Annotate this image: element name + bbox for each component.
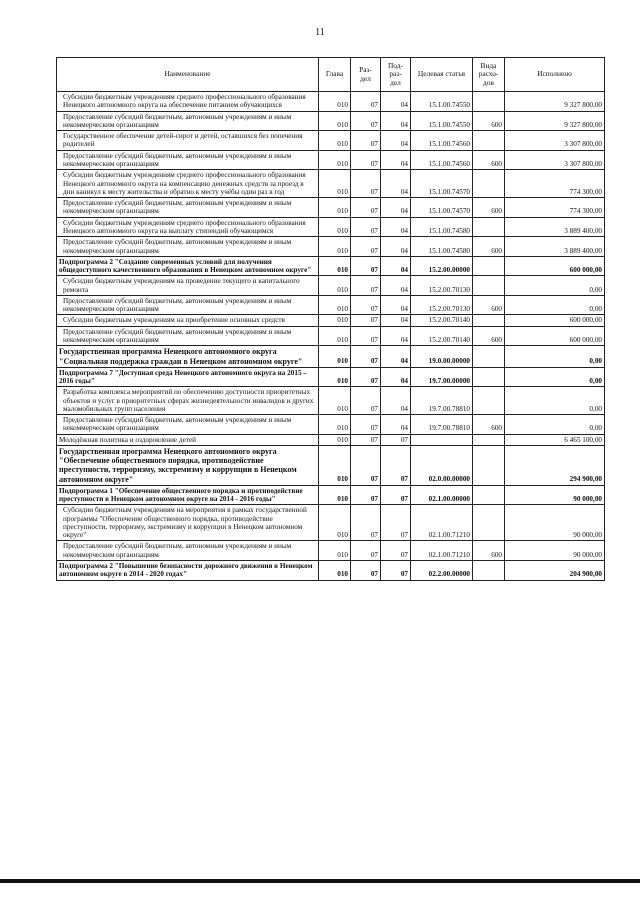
cell-name: Государственная программа Ненецкого автономного округа "Социальная поддержка граждан в Ненецком автономном округе" (57, 346, 319, 367)
cell-target-item: 19.7.00.78810 (411, 415, 473, 435)
cell-section: 07 (351, 92, 381, 112)
cell-chapter: 010 (319, 434, 351, 445)
cell-target-item: 15.2.00.70140 (411, 315, 473, 326)
table-row (57, 198, 605, 218)
cell-section: 07 (351, 367, 381, 387)
cell-executed: 774 300,00 (505, 170, 605, 198)
cell-expense-type (473, 217, 505, 237)
cell-executed: 6 465 100,00 (505, 434, 605, 445)
cell-subsection: 04 (381, 92, 411, 112)
table-row (57, 276, 605, 296)
cell-section: 07 (351, 541, 381, 561)
cell-executed: 3 889 400,00 (505, 217, 605, 237)
cell-target-item: 19.7.00.78810 (411, 387, 473, 415)
cell-subsection: 04 (381, 387, 411, 415)
cell-subsection: 07 (381, 434, 411, 445)
table-row (57, 541, 605, 561)
cell-expense-type: 600 (473, 326, 505, 346)
cell-subsection: 07 (381, 505, 411, 541)
cell-target-item: 02.1.00.71210 (411, 505, 473, 541)
cell-target-item: 15.1.00.74560 (411, 150, 473, 170)
cell-executed: 0,00 (505, 295, 605, 315)
cell-name: Субсидии бюджетным учреждениям среднего профессионального образования Ненецкого автономного округа на обеспечение питанием обучающихся (57, 92, 319, 112)
table-row (57, 434, 605, 445)
cell-executed: 9 327 800,00 (505, 111, 605, 131)
cell-chapter: 010 (319, 315, 351, 326)
cell-section: 07 (351, 485, 381, 505)
cell-chapter: 010 (319, 217, 351, 237)
table-row (57, 415, 605, 435)
cell-executed: 3 307 800,00 (505, 131, 605, 151)
cell-chapter: 010 (319, 485, 351, 505)
cell-target-item: 15.1.00.74560 (411, 131, 473, 151)
table-row (57, 217, 605, 237)
cell-chapter: 010 (319, 150, 351, 170)
cell-section: 07 (351, 131, 381, 151)
cell-expense-type (473, 170, 505, 198)
cell-name: Подпрограмма 2 "Повышение безопасности дорожного движения в Ненецком автономном округе в 2014 - 2020 годах" (57, 560, 319, 580)
cell-executed: 0,00 (505, 276, 605, 296)
cell-section: 07 (351, 326, 381, 346)
cell-name: Субсидии бюджетным учреждениям на проведение текущего и капитального ремонта (57, 276, 319, 296)
cell-subsection: 04 (381, 150, 411, 170)
cell-name: Предоставление субсидий бюджетным, автономным учреждениям и иным некоммерческим организациям (57, 198, 319, 218)
cell-expense-type (473, 434, 505, 445)
cell-name: Субсидии бюджетным учреждениям среднего профессионального образования Ненецкого автономного округа на компенсацию денежных средств за проезд в дни каникул к месту жительства и обратно к месту учёбы один раз в год (57, 170, 319, 198)
cell-chapter: 010 (319, 295, 351, 315)
cell-executed: 600 000,00 (505, 256, 605, 276)
table-row (57, 237, 605, 257)
col-chapter-header: Глава (319, 58, 351, 92)
cell-expense-type: 600 (473, 541, 505, 561)
cell-target-item: 02.1.00.00000 (411, 485, 473, 505)
cell-target-item: 19.7.00.00000 (411, 367, 473, 387)
table-row (57, 131, 605, 151)
cell-expense-type (473, 346, 505, 367)
cell-expense-type (473, 256, 505, 276)
cell-chapter: 010 (319, 415, 351, 435)
cell-expense-type (473, 367, 505, 387)
cell-expense-type (473, 505, 505, 541)
table-row (57, 170, 605, 198)
cell-chapter: 010 (319, 170, 351, 198)
cell-name: Подпрограмма 7 "Доступная среда Ненецкого автономного округа на 2015 – 2016 годы" (57, 367, 319, 387)
cell-chapter: 010 (319, 276, 351, 296)
cell-name: Подпрограмма 2 "Создание современных условий для получения общедоступного качественного образования в Ненецком автономном округе" (57, 256, 319, 276)
cell-executed: 0,00 (505, 387, 605, 415)
table-row (57, 315, 605, 326)
cell-target-item: 15.1.00.74550 (411, 111, 473, 131)
cell-target-item: 15.2.00.70130 (411, 295, 473, 315)
cell-name: Предоставление субсидий бюджетным, автономным учреждениям и иным некоммерческим организациям (57, 150, 319, 170)
col-executed-header: Исполнено (505, 58, 605, 92)
cell-subsection: 04 (381, 217, 411, 237)
cell-target-item: 19.0.00.00000 (411, 346, 473, 367)
cell-chapter: 010 (319, 541, 351, 561)
cell-executed: 0,00 (505, 415, 605, 435)
cell-expense-type: 600 (473, 111, 505, 131)
table-row (57, 485, 605, 505)
cell-expense-type (473, 276, 505, 296)
cell-section: 07 (351, 198, 381, 218)
header-row (57, 58, 605, 92)
cell-chapter: 010 (319, 367, 351, 387)
cell-section: 07 (351, 415, 381, 435)
budget-table (56, 57, 605, 581)
cell-chapter: 010 (319, 445, 351, 485)
cell-target-item: 15.2.00.00000 (411, 256, 473, 276)
cell-target-item: 15.1.00.74580 (411, 237, 473, 257)
cell-name: Предоставление субсидий бюджетным, автономным учреждениям и иным некоммерческим организациям (57, 111, 319, 131)
cell-expense-type: 600 (473, 295, 505, 315)
cell-executed: 204 900,00 (505, 560, 605, 580)
cell-executed: 9 327 800,00 (505, 92, 605, 112)
table-row (57, 560, 605, 580)
cell-subsection: 04 (381, 295, 411, 315)
cell-section: 07 (351, 346, 381, 367)
cell-executed: 0,00 (505, 346, 605, 367)
col-section-header: Раз- дел (351, 58, 381, 92)
table-row (57, 295, 605, 315)
cell-name: Государственное обеспечение детей-сирот и детей, оставшихся без попечения родителей (57, 131, 319, 151)
cell-subsection: 04 (381, 170, 411, 198)
cell-expense-type: 600 (473, 415, 505, 435)
cell-executed: 0,00 (505, 367, 605, 387)
cell-section: 07 (351, 150, 381, 170)
cell-subsection: 04 (381, 131, 411, 151)
cell-executed: 600 000,00 (505, 326, 605, 346)
table-row (57, 150, 605, 170)
cell-target-item: 15.1.00.74550 (411, 92, 473, 112)
cell-target-item: 02.2.00.00000 (411, 560, 473, 580)
cell-name: Субсидии бюджетным учреждениям на мероприятия в рамках государственной программы "Обеспечение общественного порядка, противодействие преступности, терроризму, экстремизму и коррупции в Ненецком автономном округе" (57, 505, 319, 541)
cell-chapter: 010 (319, 237, 351, 257)
cell-expense-type: 600 (473, 150, 505, 170)
cell-target-item: 15.2.00.70130 (411, 276, 473, 296)
cell-expense-type (473, 387, 505, 415)
cell-chapter: 010 (319, 505, 351, 541)
cell-target-item: 15.2.00.70140 (411, 326, 473, 346)
cell-expense-type (473, 445, 505, 485)
cell-section: 07 (351, 387, 381, 415)
cell-chapter: 010 (319, 326, 351, 346)
cell-chapter: 010 (319, 346, 351, 367)
cell-executed: 3 307 800,00 (505, 150, 605, 170)
cell-section: 07 (351, 505, 381, 541)
cell-target-item: 15.1.00.74570 (411, 170, 473, 198)
table-row (57, 256, 605, 276)
cell-executed: 90 000,00 (505, 541, 605, 561)
cell-name: Предоставление субсидий бюджетным, автономным учреждениям и иным некоммерческим организациям (57, 415, 319, 435)
cell-expense-type: 600 (473, 198, 505, 218)
cell-name: Предоставление субсидий бюджетным, автономным учреждениям и иным некоммерческим организациям (57, 237, 319, 257)
cell-subsection: 04 (381, 111, 411, 131)
cell-section: 07 (351, 276, 381, 296)
cell-chapter: 010 (319, 92, 351, 112)
cell-name: Предоставление субсидий бюджетным, автономным учреждениям и иным некоммерческим организациям (57, 541, 319, 561)
cell-expense-type (473, 560, 505, 580)
cell-name: Предоставление субсидий бюджетным, автономным учреждениям и иным некоммерческим организациям (57, 326, 319, 346)
table-row (57, 445, 605, 485)
col-subsection-header: Под- раз- дел (381, 58, 411, 92)
cell-section: 07 (351, 560, 381, 580)
cell-name: Субсидии бюджетным учреждениям на приобретение основных средств (57, 315, 319, 326)
col-name-header: Наименование (57, 58, 319, 92)
cell-chapter: 010 (319, 387, 351, 415)
cell-section: 07 (351, 111, 381, 131)
cell-name: Разработка комплекса мероприятий по обеспечению доступности приоритетных объектов и услуг в приоритетных сферах жизнедеятельности инвалидов и других маломобильных групп населения (57, 387, 319, 415)
cell-chapter: 010 (319, 198, 351, 218)
cell-expense-type: 600 (473, 237, 505, 257)
cell-section: 07 (351, 237, 381, 257)
cell-target-item: 02.1.00.71210 (411, 541, 473, 561)
table-row (57, 111, 605, 131)
cell-name: Подпрограмма 1 "Обеспечение общественного порядка и противодействие преступности в Ненецком автономном округе на 2014 - 2016 годы" (57, 485, 319, 505)
cell-subsection: 04 (381, 367, 411, 387)
page-number: 11 (315, 27, 325, 38)
table-row (57, 367, 605, 387)
cell-name: Государственная программа Ненецкого автономного округа "Обеспечение общественного порядка, противодействие преступности, терроризму, экстремизму и коррупции в Ненецком автономном округе" (57, 445, 319, 485)
cell-subsection: 04 (381, 346, 411, 367)
page-bottom-edge (0, 879, 640, 883)
cell-name: Субсидии бюджетным учреждениям среднего профессионального образования Ненецкого автономного округа на выплату стипендий обучающимся (57, 217, 319, 237)
cell-section: 07 (351, 434, 381, 445)
cell-subsection: 07 (381, 445, 411, 485)
cell-chapter: 010 (319, 131, 351, 151)
cell-name: Предоставление субсидий бюджетным, автономным учреждениям и иным некоммерческим организациям (57, 295, 319, 315)
cell-expense-type (473, 131, 505, 151)
cell-subsection: 04 (381, 256, 411, 276)
cell-chapter: 010 (319, 111, 351, 131)
table-row (57, 505, 605, 541)
cell-subsection: 04 (381, 276, 411, 296)
cell-subsection: 04 (381, 198, 411, 218)
col-target-header: Целевая статья (411, 58, 473, 92)
table-row (57, 387, 605, 415)
cell-subsection: 04 (381, 237, 411, 257)
cell-expense-type (473, 485, 505, 505)
cell-subsection: 07 (381, 485, 411, 505)
cell-subsection: 04 (381, 315, 411, 326)
cell-subsection: 07 (381, 560, 411, 580)
cell-executed: 3 889 400,00 (505, 237, 605, 257)
cell-target-item: 15.1.00.74570 (411, 198, 473, 218)
cell-target-item (411, 434, 473, 445)
cell-section: 07 (351, 256, 381, 276)
cell-section: 07 (351, 295, 381, 315)
table-row (57, 92, 605, 112)
cell-expense-type (473, 92, 505, 112)
cell-subsection: 07 (381, 541, 411, 561)
col-expense-type-header: Вида расхо- дов (473, 58, 505, 92)
table-row (57, 326, 605, 346)
cell-name: Молодёжная политика и оздоровление детей (57, 434, 319, 445)
cell-executed: 294 900,00 (505, 445, 605, 485)
cell-executed: 90 000,00 (505, 505, 605, 541)
cell-target-item: 15.1.00.74580 (411, 217, 473, 237)
cell-chapter: 010 (319, 560, 351, 580)
cell-section: 07 (351, 217, 381, 237)
cell-section: 07 (351, 445, 381, 485)
cell-subsection: 04 (381, 326, 411, 346)
cell-section: 07 (351, 315, 381, 326)
cell-target-item: 02.0.00.00000 (411, 445, 473, 485)
cell-subsection: 04 (381, 415, 411, 435)
cell-expense-type (473, 315, 505, 326)
cell-executed: 90 000,00 (505, 485, 605, 505)
cell-executed: 600 000,00 (505, 315, 605, 326)
table-row (57, 346, 605, 367)
cell-section: 07 (351, 170, 381, 198)
cell-executed: 774 300,00 (505, 198, 605, 218)
cell-chapter: 010 (319, 256, 351, 276)
